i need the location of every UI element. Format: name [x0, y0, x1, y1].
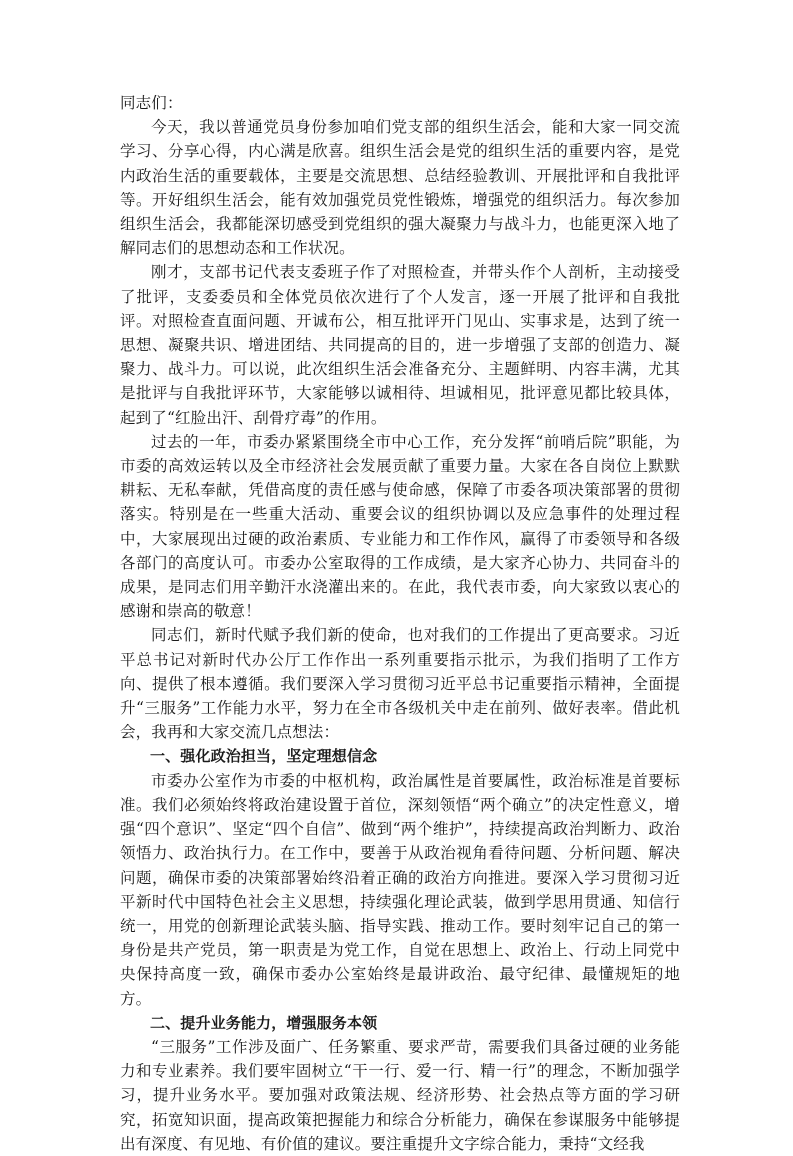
section-2-body: “三服务”工作涉及面广、任务繁重、要求严苛，需要我们具备过硬的业务能力和专业素养。我们要牢固树立“干一行、爱一行、精一行”的理念，不断加强学习，提升业务水平。要加强对政策法规、经济形势、社会热点等方面的学习研究，拓宽知识面，提高政策把握能力和综合分析能力，确保在参谋服务中能够提出有深度、有见地、有价值的建议。要注重提升文字综合能力，秉持“文经我 — [120, 1037, 680, 1153]
paragraph-new-era: 同志们，新时代赋予我们新的使命，也对我们的工作提出了更高要求。习近平总书记对新时代办公厅工作作出一系列重要指示批示，为我们指明了工作方向、提供了根本遵循。我们要深入学习贯彻习近平总书记重要指示精神，全面提升“三服务”工作能力水平，努力在全市各级机关中走在前列、做好表率。借此机会，我再和大家交流几点想法： — [120, 626, 680, 742]
paragraph-self-criticism: 刚才，支部书记代表支委班子作了对照检查，并带头作个人剖析，主动接受了批评，支委委员和全体党员依次进行了个人发言，逐一开展了批评和自我批评。对照检查直面问题、开诚布公，相互批评开门见山、实事求是，达到了统一思想、凝聚共识、增进团结、共同提高的目的，进一步增强了支部的创造力、凝聚力、战斗力。可以说，此次组织生活会准备充分、主题鲜明、内容丰满，尤其是批评与自我批评环节，大家能够以诚相待、坦诚相见，批评意见都比较具体，起到了“红脸出汗、刮骨疗毒”的作用。 — [120, 263, 680, 427]
document-page — [120, 91, 680, 1156]
greeting: 同志们： — [120, 94, 183, 112]
section-1-heading: 一、强化政治担当，坚定理想信念 — [150, 747, 378, 766]
section-2-heading: 二、提升业务能力，增强服务本领 — [150, 1013, 378, 1032]
section-1-body: 市委办公室作为市委的中枢机构，政治属性是首要属性，政治标准是首要标准。我们必须始终将政治建设置于首位，深刻领悟“两个确立”的决定性意义，增强“四个意识”、坚定“四个自信”、做到“两个维护”，持续提高政治判断力、政治领悟力、政治执行力。在工作中，要善于从政治视角看待问题、分析问题、解决问题，确保市委的决策部署始终沿着正确的政治方向推进。要深入学习贯彻习近平新时代中国特色社会主义思想，持续强化理论武装，做到学思用贯通、知信行统一，用党的创新理论武装头脑、指导实践、推动工作。要时刻牢记自己的第一身份是共产党员，第一职责是为党工作，自觉在思想上、政治上、行动上同党中央保持高度一致，确保市委办公室始终是最讲政治、最守纪律、最懂规矩的地方。 — [120, 771, 680, 1008]
paragraph-past-year: 过去的一年，市委办紧紧围绕全市中心工作，充分发挥“前哨后院”职能，为市委的高效运转以及全市经济社会发展贡献了重要力量。大家在各自岗位上默默耕耘、无私奉献，凭借高度的责任感与使命感，保障了市委各项决策部署的贯彻落实。特别是在一些重大活动、重要会议的组织协调以及应急事件的处理过程中，大家展现出过硬的政治素质、专业能力和工作作风，赢得了市委领导和各级各部门的高度认可。市委办公室取得的工作成绩，是大家齐心协力、共同奋斗的成果，是同志们用辛勤汗水浇灌出来的。在此，我代表市委，向大家致以衷心的感谢和崇高的敬意！ — [120, 432, 680, 621]
paragraph-intro: 今天，我以普通党员身份参加咱们党支部的组织生活会，能和大家一同交流学习、分享心得，内心满是欣喜。组织生活会是党的组织生活的重要内容，是党内政治生活的重要载体，主要是交流思想、总结经验教训、开展批评和自我批评等。开好组织生活会，能有效加强党员党性锻炼，增强党的组织活力。每次参加组织生活会，我都能深切感受到党组织的强大凝聚力与战斗力，也能更深入地了解同志们的思想动态和工作状况。 — [120, 118, 680, 258]
